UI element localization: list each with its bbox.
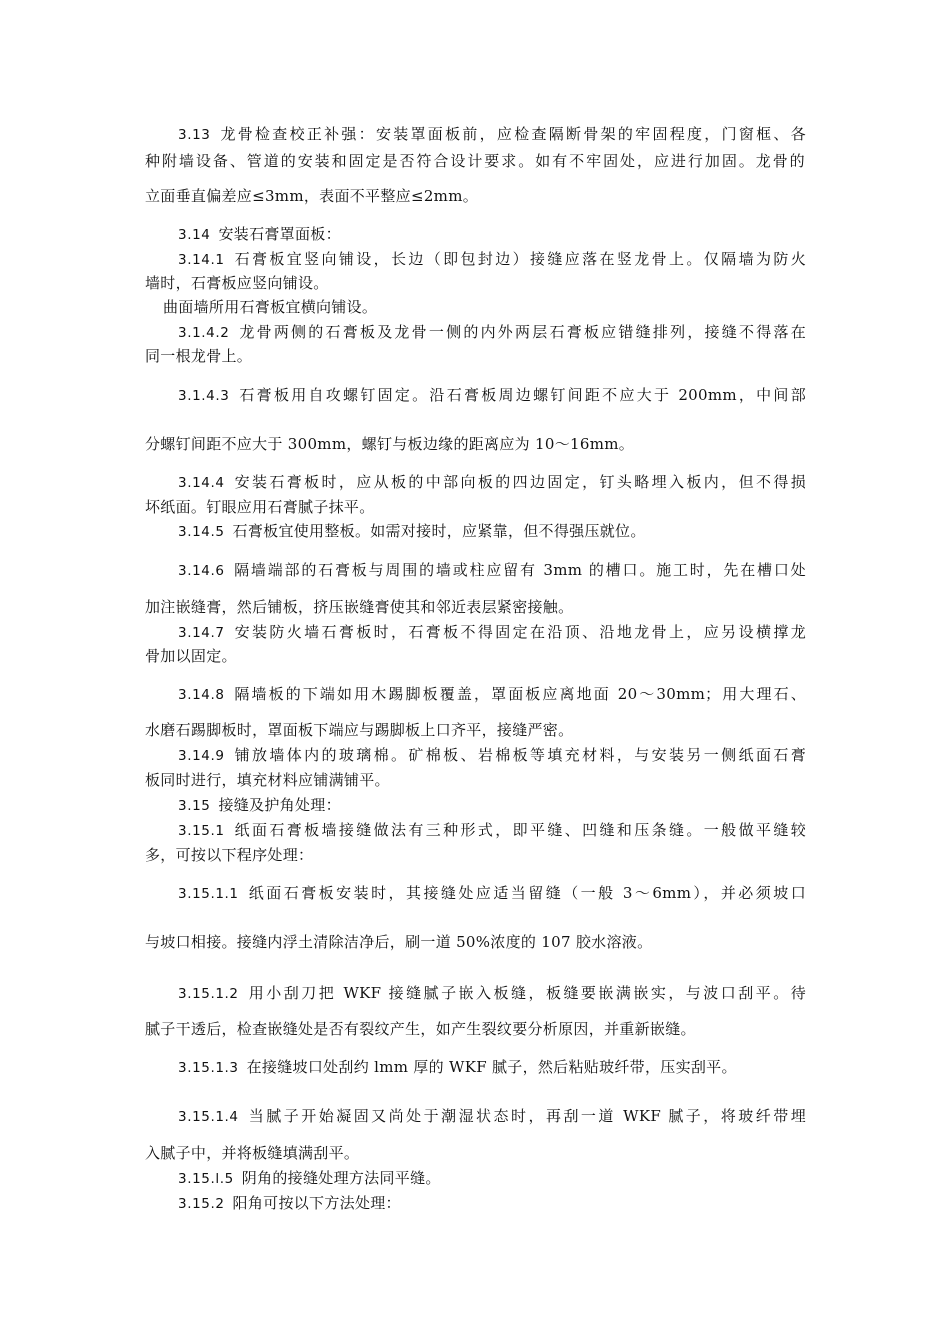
paragraph-3-14-9-line-1 bbox=[178, 745, 806, 766]
paragraph-3-14-4-line-1 bbox=[178, 472, 806, 493]
clause-text: 龙骨检查校正补强：安装罩面板前，应检查隔断骨架的牢固程度，门窗框、各 bbox=[218, 125, 806, 143]
paragraph-3-15-1-5-line-1 bbox=[178, 1168, 441, 1189]
paragraph-3-15-1-2-line-2: 腻子干透后，检查嵌缝处是否有裂纹产生，如产生裂纹要分析原因，并重新嵌缝。 bbox=[145, 1020, 696, 1038]
paragraph-3-15-2-line-1 bbox=[178, 1193, 401, 1214]
clause-number: 3.15.1.4 bbox=[178, 1109, 239, 1125]
paragraph-3-14-1-line-2: 墙时，石膏板应竖向铺设。 bbox=[145, 274, 329, 292]
paragraph-3-15-1-4-line-2: 入腻子中，并将板缝填满刮平。 bbox=[145, 1144, 360, 1162]
clause-number: 3.1.4.2 bbox=[178, 325, 230, 341]
paragraph-3-15-1-4-line-1 bbox=[178, 1106, 806, 1127]
clause-number: 3.15.1 bbox=[178, 823, 225, 839]
clause-number: 3.15.1.2 bbox=[178, 986, 239, 1002]
paragraph-3-14-9-line-2: 板同时进行，填充材料应铺满铺平。 bbox=[145, 771, 390, 789]
clause-number: 3.15.l.5 bbox=[178, 1171, 234, 1187]
paragraph-3-14-4-line-2: 坏纸面。钉眼应用石膏腻子抹平。 bbox=[145, 498, 375, 516]
paragraph-3-1-4-2-line-1 bbox=[178, 322, 806, 343]
paragraph-3-1-4-3-line-2: 分螺钉间距不应大于 300mm，螺钉与板边缘的距离应为 10～16mm。 bbox=[145, 435, 635, 453]
clause-number: 3.15.1.3 bbox=[178, 1060, 239, 1076]
paragraph-3-13-line-3: 立面垂直偏差应≤3mm，表面不平整应≤2mm。 bbox=[145, 187, 479, 205]
clause-text: 阴角的接缝处理方法同平缝。 bbox=[241, 1169, 441, 1187]
clause-text: 安装防火墙石膏板时，石膏板不得固定在沿顶、沿地龙骨上，应另设横撑龙 bbox=[232, 623, 806, 641]
clause-text: 隔墙端部的石膏板与周围的墙或柱应留有 3mm 的槽口。施工时，先在槽口处 bbox=[232, 561, 806, 579]
clause-text: 用小刮刀把 WKF 接缝腻子嵌入板缝，板缝要嵌满嵌实，与波口刮平。待 bbox=[246, 984, 806, 1002]
clause-text: 在接缝坡口处刮约 lmm 厚的 WKF 腻子，然后粘贴玻纤带，压实刮平。 bbox=[246, 1058, 737, 1076]
clause-text: 当腻子开始凝固又尚处于潮湿状态时，再刮一道 WKF 腻子，将玻纤带埋 bbox=[246, 1107, 806, 1125]
clause-text: 石膏板宜竖向铺设，长边（即包封边）接缝应落在竖龙骨上。仅隔墙为防火 bbox=[232, 250, 806, 268]
clause-number: 3.14.7 bbox=[178, 625, 225, 641]
paragraph-3-14-7-line-1 bbox=[178, 622, 806, 643]
clause-text: 纸面石膏板安装时，其接缝处应适当留缝（一般 3～6mm），并必须坡口 bbox=[246, 884, 806, 902]
paragraph-3-14-1-line-3: 曲面墙所用石膏板宜横向铺设。 bbox=[163, 298, 378, 316]
paragraph-3-15-1-1-line-2: 与坡口相接。接缝内浮土清除洁净后，刷一道 50%浓度的 107 胶水溶液。 bbox=[145, 933, 653, 951]
clause-number: 3.14.5 bbox=[178, 524, 225, 540]
paragraph-3-14-8-line-2: 水磨石踢脚板时，罩面板下端应与踢脚板上口齐平，接缝严密。 bbox=[145, 721, 574, 739]
paragraph-3-15-1-3-line-1 bbox=[178, 1057, 737, 1078]
clause-text: 隔墙板的下端如用木踢脚板覆盖，罩面板应离地面 20～30mm；用大理石、 bbox=[232, 685, 806, 703]
paragraph-3-15-1-line-1 bbox=[178, 820, 806, 841]
paragraph-3-15-1-2-line-1 bbox=[178, 983, 806, 1004]
clause-number: 3.1.4.3 bbox=[178, 388, 230, 404]
clause-number: 3.15.1.1 bbox=[178, 886, 239, 902]
clause-text: 石膏板用自攻螺钉固定。沿石膏板周边螺钉间距不应大于 200mm，中间部 bbox=[237, 386, 806, 404]
clause-text: 龙骨两侧的石膏板及龙骨一侧的内外两层石膏板应错缝排列，接缝不得落在 bbox=[237, 323, 806, 341]
clause-text: 阳角可按以下方法处理： bbox=[232, 1194, 401, 1212]
clause-text: 石膏板宜使用整板。如需对接时，应紧靠，但不得强压就位。 bbox=[232, 522, 646, 540]
paragraph-3-13-line-2: 种附墙设备、管道的安装和固定是否符合设计要求。如有不牢固处，应进行加固。龙骨的 bbox=[145, 152, 805, 170]
paragraph-3-15-1-line-2: 多，可按以下程序处理： bbox=[145, 846, 314, 864]
paragraph-3-14-5-line-1 bbox=[178, 521, 646, 542]
clause-number: 3.15.2 bbox=[178, 1196, 225, 1212]
clause-number: 3.14.8 bbox=[178, 687, 225, 703]
clause-number: 3.13 bbox=[178, 127, 211, 143]
paragraph-3-14-line-1 bbox=[178, 224, 341, 245]
paragraph-3-14-7-line-2: 骨加以固定。 bbox=[145, 647, 237, 665]
paragraph-3-15-1-1-line-1 bbox=[178, 883, 806, 904]
clause-number: 3.14.6 bbox=[178, 563, 225, 579]
paragraph-3-14-6-line-1 bbox=[178, 560, 806, 581]
clause-number: 3.14.1 bbox=[178, 252, 225, 268]
clause-number: 3.15 bbox=[178, 798, 211, 814]
paragraph-3-14-8-line-1 bbox=[178, 684, 806, 705]
clause-text: 铺放墙体内的玻璃棉。矿棉板、岩棉板等填充材料，与安装另一侧纸面石膏 bbox=[232, 746, 806, 764]
paragraph-3-15-line-1 bbox=[178, 795, 341, 816]
clause-text: 纸面石膏板墙接缝做法有三种形式，即平缝、凹缝和压条缝。一般做平缝较 bbox=[232, 821, 806, 839]
clause-number: 3.14.9 bbox=[178, 748, 225, 764]
clause-number: 3.14.4 bbox=[178, 475, 225, 491]
clause-text: 安装石膏板时，应从板的中部向板的四边固定，钉头略埋入板内，但不得损 bbox=[232, 473, 806, 491]
clause-number: 3.14 bbox=[178, 227, 211, 243]
paragraph-3-14-1-line-1 bbox=[178, 249, 806, 270]
clause-text: 安装石膏罩面板： bbox=[218, 225, 341, 243]
clause-text: 接缝及护角处理： bbox=[218, 796, 341, 814]
paragraph-3-1-4-2-line-2: 同一根龙骨上。 bbox=[145, 347, 253, 365]
paragraph-3-1-4-3-line-1 bbox=[178, 385, 806, 406]
paragraph-3-14-6-line-2: 加注嵌缝膏，然后铺板，挤压嵌缝膏使其和邻近表层紧密接触。 bbox=[145, 598, 574, 616]
paragraph-3-13-line-1 bbox=[178, 124, 806, 145]
